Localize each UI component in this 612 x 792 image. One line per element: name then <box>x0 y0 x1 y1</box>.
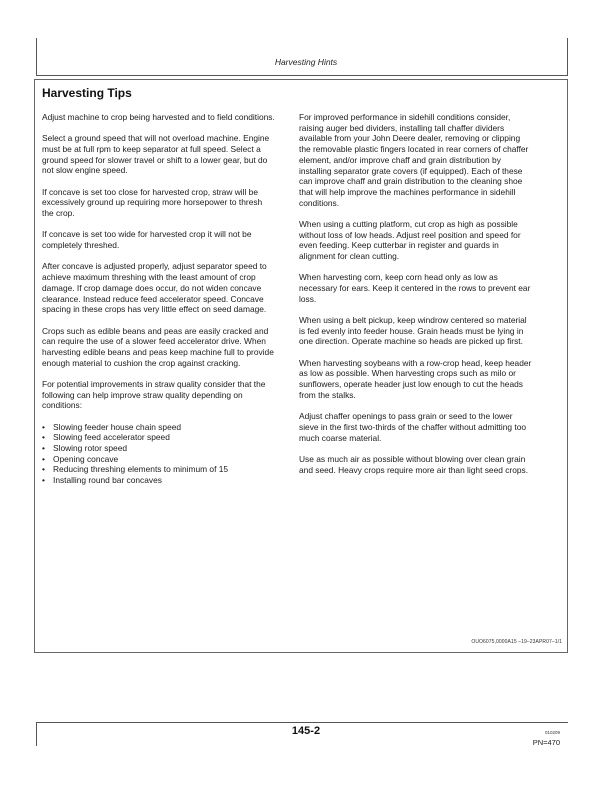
bullet-item <box>42 432 276 443</box>
paragraph: For potential improvements in straw quality consider that the following can help improve straw quality depending on conditions: <box>42 378 266 411</box>
paragraph: Adjust machine to crop being harvested and to field conditions. <box>42 112 275 122</box>
paragraph: When harvesting soybeans with a row-crop head, keep header as low as possible. When harvesting crops such as milo or sunflowers, operate header just low enough to cut the heads from the stalks. <box>299 357 532 400</box>
bullet-icon: • <box>42 443 45 454</box>
paragraph: Crops such as edible beans and peas are easily cracked and can require the use of a slower feed accelerator drive. When harvesting edible beans and peas keep machine full to provide enough material to cushion the crop against cracking. <box>42 325 274 368</box>
footer-code: 010209 <box>544 730 560 735</box>
right-column <box>299 112 533 486</box>
page-number: 145-2 <box>291 725 321 737</box>
bullet-text: Installing round bar concaves <box>53 475 162 486</box>
left-column <box>42 112 276 486</box>
paragraph: When using a cutting platform, cut crop as high as possible without loss of low heads. Adjust reel position and speed for even feeding. Keep cutterbar in register and guards in alignment for clean cutting. <box>299 218 521 262</box>
paragraph: After concave is adjusted properly, adjust separator speed to achieve maximum threshing with the least amount of crop damage. If crop damage does occur, do not widen concave clearance. Instead reduce feed accelerator speed. Concave spacing in these crops has very little effect on seed damage. <box>42 261 267 315</box>
section-title: Harvesting Tips <box>42 86 132 100</box>
bullet-item <box>42 454 276 465</box>
footer-rule <box>36 722 568 723</box>
bullet-item <box>42 422 276 433</box>
bullet-text: Reducing threshing elements to minimum of 15 <box>53 464 229 475</box>
bullet-item <box>42 475 276 486</box>
bullet-icon: • <box>42 421 45 432</box>
paragraph: For improved performance in sidehill conditions consider, raising auger bed dividers, installing tall chaffer dividers available from your John Deere dealer, removing or clipping the removable plastic fingers located in rear corners of chaffer element, and/or improve chaff and grain distribution by installing separator grate covers (if equipped). Each of these can improve chaff and grain distribution to the cleaning shoe that will help improve the machines performance in sidehill conditions. <box>299 112 529 208</box>
bullet-icon: • <box>42 453 45 464</box>
paragraph: Adjust chaffer openings to pass grain or seed to the lower sieve in the first two-thirds of the chaffer without admitting too much coarse material. <box>299 411 527 443</box>
bullet-item <box>42 464 276 475</box>
running-head: Harvesting Hints <box>274 57 338 67</box>
bullet-icon: • <box>42 475 45 486</box>
paragraph: Select a ground speed that will not overload machine. Engine must be at full rpm to keep separator at full speed. Select a ground speed for slower travel or shift to a lower gear, but do not slow engine speed. <box>42 133 270 176</box>
bullet-icon: • <box>42 432 45 443</box>
paragraph: When using a belt pickup, keep windrow centered so material is fed evenly into feeder house. Grain heads must be lying in one direction. Operate machine so heads are picked up first. <box>299 315 527 347</box>
document-code: OUO6075,0000A15 –19–23APR07–1/1 <box>471 639 562 645</box>
part-number: PN=470 <box>532 738 560 747</box>
paragraph: Use as much air as possible without blowing over clean grain and seed. Heavy crops require more air than light seed crops. <box>299 453 529 475</box>
bullet-text: Opening concave <box>53 453 119 464</box>
paragraph: When harvesting corn, keep corn head only as low as necessary for ears. Keep it centered in the rows to prevent ear loss. <box>299 272 531 304</box>
paragraph: If concave is set too close for harvested crop, straw will be excessively ground up requiring more horsepower to thresh the crop. <box>42 186 263 219</box>
bullet-text: Slowing feeder house chain speed <box>53 421 182 432</box>
bullet-text: Slowing rotor speed <box>53 443 128 454</box>
bullet-item <box>42 443 276 454</box>
bullet-icon: • <box>42 464 45 475</box>
paragraph: If concave is set too wide for harvested crop it will not be completely threshed. <box>42 229 252 251</box>
bullet-text: Slowing feed accelerator speed <box>53 432 170 443</box>
header-rule <box>36 75 568 76</box>
bullet-list <box>42 422 276 486</box>
